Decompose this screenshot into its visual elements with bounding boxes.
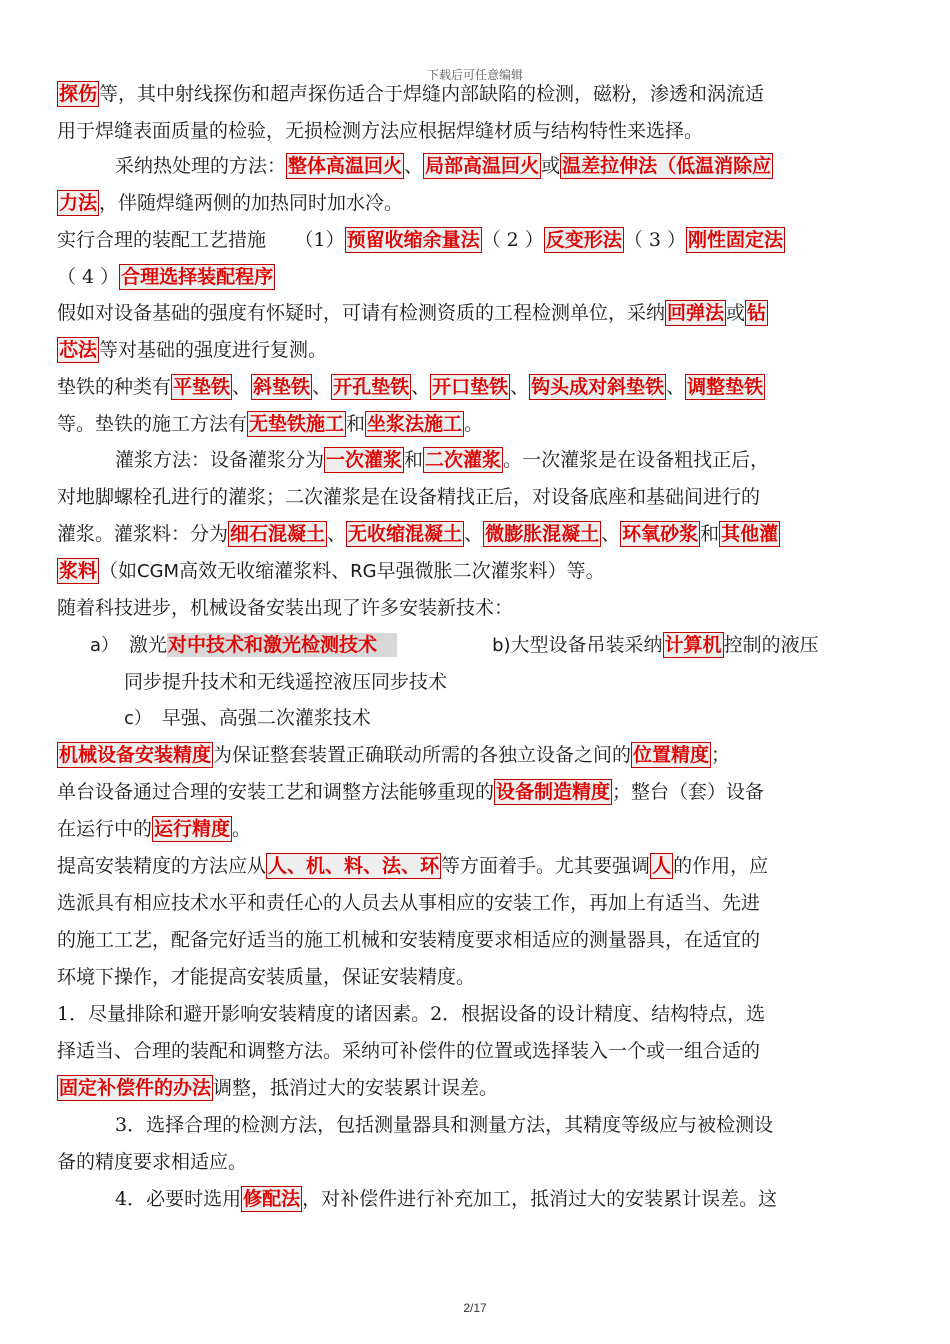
text-run: 、 — [327, 523, 347, 545]
highlighted-term: 浆料 — [59, 560, 98, 582]
latin-text: b) — [492, 635, 511, 656]
text-line — [57, 926, 760, 954]
text-run: 和 — [404, 449, 424, 471]
highlighted-term: 修配法 — [243, 1188, 301, 1210]
text-run: （ 2 ） — [481, 229, 544, 251]
text-run: 择适当、合理的装配和调整方法。采纳可补偿件的位置或选择装入一个或一组合适的 — [57, 1040, 761, 1062]
text-line — [57, 336, 327, 364]
text-line — [57, 80, 764, 108]
text-line — [115, 1111, 773, 1139]
text-run: 垫铁的种类有 — [57, 376, 172, 398]
highlighted-term: 对中技术和激光检测技术 — [168, 634, 397, 656]
text-run: 用于焊缝表面质量的检验，无损检测方法应根据焊缝材质与结构特性来选择。 — [57, 120, 704, 142]
highlighted-term: 二次灌浆 — [425, 449, 502, 471]
text-run: 高效无收缩灌浆料、 — [179, 560, 351, 582]
text-run: 等对基础的强度进行复测。 — [99, 339, 328, 361]
text-line — [57, 815, 251, 843]
latin-text: CGM — [137, 561, 180, 582]
highlighted-term: 回弹法 — [667, 302, 725, 324]
text-run: 、 — [312, 376, 332, 398]
latin-text: a） — [90, 635, 111, 656]
text-line — [57, 1074, 498, 1102]
text-run: 3．选择合理的检测方法，包括测量器具和测量方法，其精度等级应与被检测设 — [115, 1114, 774, 1136]
text-line — [57, 189, 403, 217]
text-run: 同步提升技术和无线遥控液压同步技术 — [124, 671, 448, 693]
text-run: 灌浆方法：设备灌浆分为 — [115, 449, 325, 471]
text-line — [57, 557, 605, 586]
text-run: 为保证整套装置正确联动所需的各独立设备之间的 — [213, 744, 632, 766]
text-run: 大型设备吊装采纳 — [510, 634, 663, 656]
highlighted-term: 机械设备安装精度 — [59, 744, 212, 766]
latin-text: c） — [124, 708, 143, 729]
text-run: 1．尽量排除和避开影响安装精度的诸因素。2．根据设备的设计精度、结构特点，选 — [57, 1003, 766, 1025]
text-line — [57, 778, 764, 806]
highlighted-term: 合理选择装配程序 — [121, 266, 274, 288]
highlighted-term: 刚性固定法 — [687, 229, 783, 251]
text-line — [57, 1000, 765, 1028]
text-run: 调整，抵消过大的安装累计误差。 — [213, 1077, 499, 1099]
text-run: 。 — [464, 413, 484, 435]
text-run: 单台设备通过合理的安装工艺和调整方法能够重现的 — [57, 781, 495, 803]
highlighted-term: 钩头成对斜垫铁 — [531, 376, 665, 398]
text-run: 、 — [404, 155, 424, 177]
highlighted-term: 芯法 — [59, 339, 98, 361]
text-run: 控制的液压 — [723, 634, 819, 656]
text-run: 在运行中的 — [57, 818, 153, 840]
text-run: 备的精度要求相适应。 — [57, 1151, 248, 1173]
text-line — [115, 1185, 777, 1213]
text-line — [124, 668, 447, 696]
text-run: 、 — [510, 376, 530, 398]
highlighted-term: 设备制造精度 — [496, 781, 611, 803]
text-run: ，伴随焊缝两侧的加热同时加水冷。 — [99, 192, 404, 214]
text-line — [124, 704, 371, 733]
highlighted-term: 力法 — [59, 192, 98, 214]
text-line — [57, 1148, 247, 1176]
highlighted-term: 无收缩混凝土 — [348, 523, 463, 545]
text-run: 、 — [232, 376, 252, 398]
text-run: 4．必要时选用 — [115, 1188, 242, 1210]
text-run: 选派具有相应技术水平和责任心的人员去从事相应的安装工作，再加上有适当、先进 — [57, 892, 761, 914]
highlighted-term: 位置精度 — [633, 744, 710, 766]
highlighted-term: 平垫铁 — [173, 376, 231, 398]
text-run: 。 — [232, 818, 252, 840]
highlighted-term: 反变形法 — [545, 229, 622, 251]
text-run: 早强微胀二次灌浆料）等。 — [376, 560, 605, 582]
highlighted-term: 人、机、料、法、环 — [268, 855, 440, 877]
highlighted-term: 斜垫铁 — [253, 376, 311, 398]
text-run: 早强、高强二次灌浆技术 — [142, 707, 371, 729]
latin-text: RG — [350, 561, 377, 582]
text-run: （ 3 ） — [623, 229, 686, 251]
text-run: （如 — [99, 560, 138, 582]
page-header: 下载后可任意编辑 — [426, 68, 523, 82]
highlighted-term: 微膨胀混凝土 — [485, 523, 600, 545]
text-run: 随着科技进步，机械设备安装出现了许多安装新技术： — [57, 597, 514, 619]
text-run: 、 — [666, 376, 686, 398]
text-line — [57, 852, 768, 880]
text-line — [57, 373, 765, 401]
text-run: 环境下操作，才能提高安装质量，保证安装精度。 — [57, 966, 476, 988]
highlighted-term: 细石混凝土 — [230, 523, 326, 545]
text-run: 或 — [726, 302, 746, 324]
text-run: 等。垫铁的施工方法有 — [57, 413, 248, 435]
text-line — [57, 226, 785, 254]
text-run: 实行合理的装配工艺措施 （1） — [57, 229, 345, 251]
highlighted-term: 一次灌浆 — [326, 449, 403, 471]
text-run: 提高安装精度的方法应从 — [57, 855, 267, 877]
highlighted-term: 开口垫铁 — [432, 376, 509, 398]
text-line — [57, 594, 513, 622]
text-line — [57, 741, 730, 769]
highlighted-term: 其他灌 — [721, 523, 779, 545]
text-run: 或 — [541, 155, 561, 177]
text-run: 、 — [601, 523, 621, 545]
text-run: 灌浆。灌浆料：分为 — [57, 523, 229, 545]
highlighted-term: 坐浆法施工 — [367, 413, 463, 435]
text-run: 和 — [346, 413, 366, 435]
highlighted-term: 局部高温回火 — [425, 155, 540, 177]
highlighted-term: 运行精度 — [154, 818, 231, 840]
text-run: 激光 — [110, 634, 168, 656]
highlighted-term: 调整垫铁 — [687, 376, 764, 398]
text-run: 。一次灌浆是在设备粗找正后， — [503, 449, 770, 471]
text-run: 等方面着手。尤其要强调 — [441, 855, 651, 877]
text-run: 的施工工艺，配备完好适当的施工机械和安装精度要求相适应的测量器具，在适宜的 — [57, 929, 761, 951]
page-number: 2/17 — [463, 1301, 487, 1315]
text-line — [57, 263, 275, 291]
text-run — [397, 634, 492, 656]
text-run: ，对补偿件进行补充加工，抵消过大的安装累计误差。这 — [302, 1188, 778, 1210]
text-run: 采纳热处理的方法： — [115, 155, 287, 177]
text-line — [57, 299, 768, 327]
text-run: ；整台（套）设备 — [612, 781, 765, 803]
highlighted-term: 计算机 — [664, 634, 722, 656]
text-run: （ 4 ） — [57, 266, 120, 288]
highlighted-term: 钻 — [747, 302, 767, 324]
text-line — [57, 520, 780, 548]
text-line — [90, 631, 819, 660]
highlighted-term: 整体高温回火 — [288, 155, 403, 177]
text-run: 对地脚螺栓孔进行的灌浆；二次灌浆是在设备精找正后，对设备底座和基础间进行的 — [57, 486, 761, 508]
text-line — [57, 483, 760, 511]
text-line — [57, 1037, 760, 1065]
text-line — [115, 152, 773, 180]
text-line — [115, 446, 769, 474]
text-run: 等，其中射线探伤和超声探伤适合于焊缝内部缺陷的检测，磁粉，渗透和涡流适 — [99, 83, 765, 105]
highlighted-term: 开孔垫铁 — [333, 376, 410, 398]
text-run: 假如对设备基础的强度有怀疑时，可请有检测资质的工程检测单位，采纳 — [57, 302, 666, 324]
highlighted-term: 无垫铁施工 — [249, 413, 345, 435]
highlighted-term: 预留收缩余量法 — [346, 229, 480, 251]
text-run: ； — [711, 744, 731, 766]
text-run: 的作用，应 — [673, 855, 769, 877]
text-line — [57, 963, 475, 991]
text-run: 和 — [700, 523, 720, 545]
text-line — [57, 889, 760, 917]
highlighted-term: 人 — [652, 855, 672, 877]
highlighted-term: 环氧砂浆 — [622, 523, 699, 545]
highlighted-term: 温差拉伸法（低温消除应 — [562, 155, 772, 177]
text-line — [57, 410, 483, 438]
highlighted-term: 探伤 — [59, 83, 98, 105]
text-run: 、 — [411, 376, 431, 398]
text-line — [57, 117, 703, 145]
highlighted-term: 固定补偿件的办法 — [59, 1077, 212, 1099]
text-run: 、 — [464, 523, 484, 545]
